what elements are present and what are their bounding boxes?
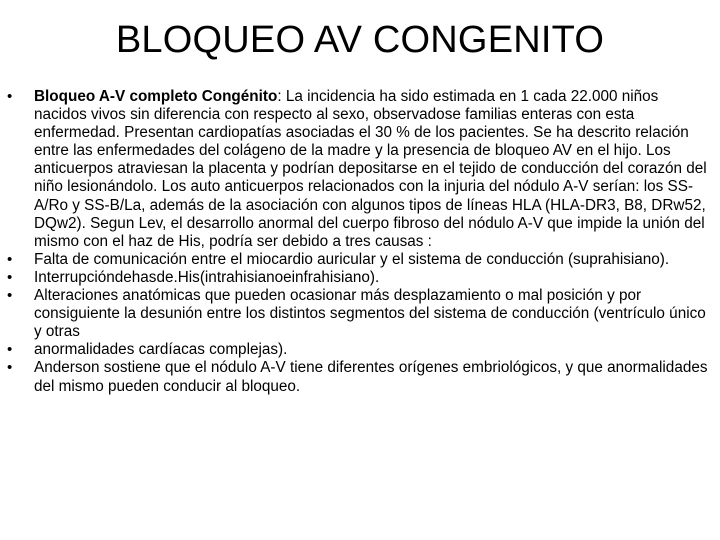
bullet-body: : La incidencia ha sido estimada en 1 cada 22.000 niños nacidos vivos sin diferencia con respecto al sexo, observadose familias enteras con esta enfermedad. Presentan cardiopatías asociadas el 30 % de los pacientes. Se ha descrito relación entre las enfermedades del colágeno de la madre y la presencia de bloqueo AV en el hijo. Los anticuerpos atraviesan la placenta y podrían depositarse en el tejido de conducción del corazón del niño lesionándolo. Los auto anticuerpos relacionados con la injuria del nódulo A-V serían: los SS-A/Ro y SS-B/La, además de la asociación con algunos tipos de líneas HLA (HLA-DR3, B8, DRw52, DQw2). Segun Lev, el desarrollo anormal del cuerpo fibroso del nódulo A-V que impide la unión del mismo con el haz de His, podría ser debido a tres causas :: [34, 88, 707, 250]
bullet-text: anormalidades cardíacas complejas).: [34, 341, 288, 359]
bullet-item: [4, 251, 714, 269]
bullet-text: Interrupcióndehasde.His(intrahisianoeinfrahisiano).: [34, 268, 380, 286]
bullet-marker: •: [7, 359, 13, 377]
bullet-item: [4, 287, 714, 341]
bullet-text: Alteraciones anatómicas que pueden ocasionar más desplazamiento o mal posición y por consiguiente la desunión entre los distintos segmentos del sistema de conducción (ventrículo único y otras: [34, 287, 706, 341]
bullet-item: [4, 341, 714, 359]
bullet-marker: •: [7, 250, 13, 268]
bullet-marker: •: [7, 88, 13, 105]
bullet-item: [4, 269, 714, 287]
bullet-text: Anderson sostiene que el nódulo A-V tiene diferentes orígenes embriológicos, y que anormalidades del mismo pueden conducir al bloqueo.: [34, 359, 708, 395]
bullet-text: Falta de comunicación entre el miocardio auricular y el sistema de conducción (suprahisiano).: [34, 250, 670, 268]
bullet-item: [4, 359, 714, 395]
slide-title: BLOQUEO AV CONGENITO: [115, 19, 605, 61]
bullet-text: [34, 88, 714, 251]
bullet-marker: •: [7, 341, 13, 359]
bullet-marker: •: [7, 268, 13, 286]
bullet-item: [4, 88, 714, 251]
bullet-lead: Bloqueo A-V completo Congénito: [34, 88, 278, 105]
bullet-list: [4, 88, 714, 396]
bullet-marker: •: [7, 287, 13, 305]
